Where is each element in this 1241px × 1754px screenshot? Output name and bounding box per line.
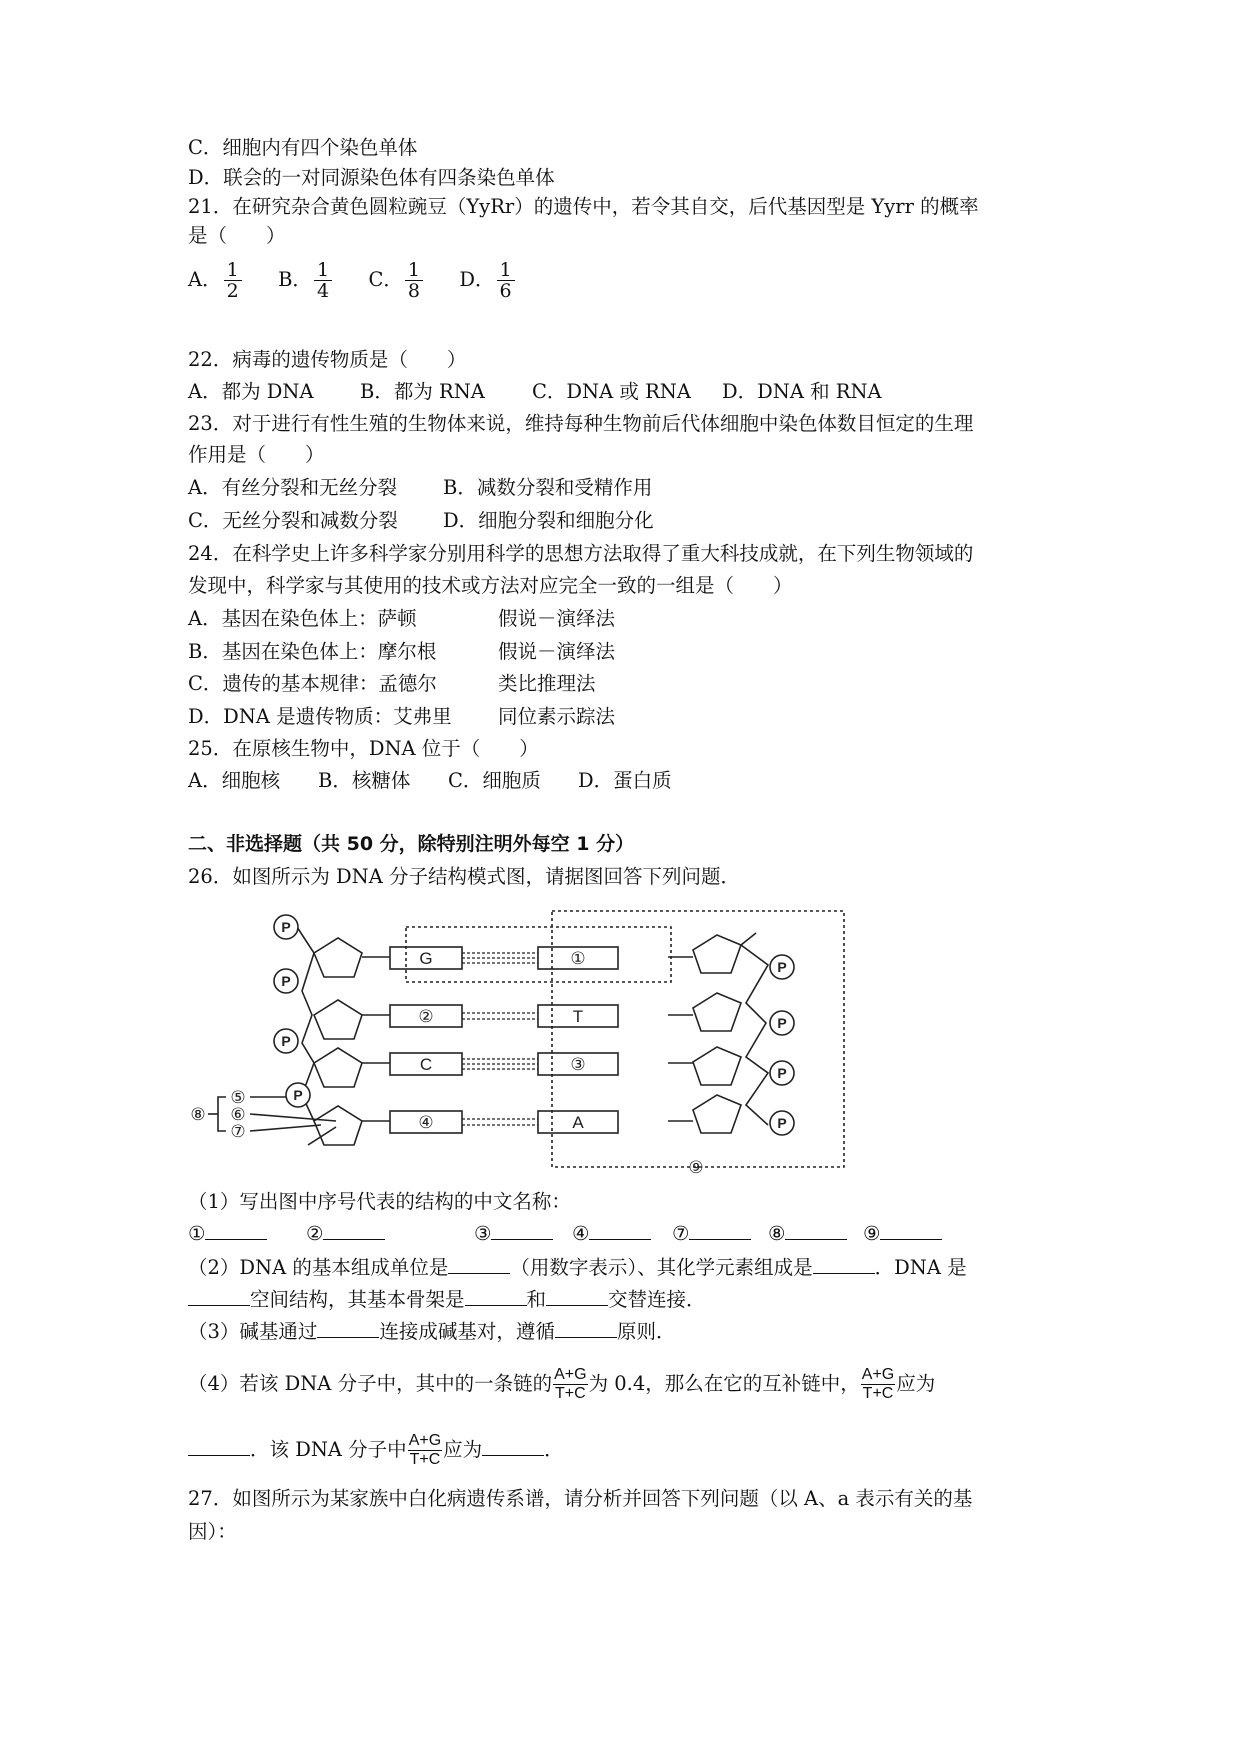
callout-5: ⑤ <box>230 1088 246 1107</box>
q21-option-b: B． $\frac{1}{4}$ <box>278 258 334 302</box>
pentose-sugar <box>693 935 741 973</box>
q26-part2-line1: （2）DNA 的基本组成单位是 （用数字表示）、其化学元素组成是 ．DNA 是 <box>188 1256 967 1279</box>
q23-stem-line1: 23．对于进行有性生殖的生物体来说，维持每种生物前后代体细胞中染色体数目恒定的生理 <box>188 412 974 435</box>
pentose-sugar <box>693 1047 741 1085</box>
q26-part4-line2: ．该 DNA 分子中 $\frac{A+G}{T+C}$ 应为 ． <box>188 1428 564 1472</box>
phosphate-label: P <box>281 1033 291 1049</box>
blank-8[interactable]: ⑧ <box>768 1220 863 1248</box>
q26-part1-prompt: （1）写出图中序号代表的结构的中文名称： <box>188 1190 571 1213</box>
ratio-fraction: $\frac{A+G}{T+C}$ <box>408 1432 442 1468</box>
phosphate-label: P <box>281 919 291 935</box>
q21-option-a: A． $\frac{1}{2}$ <box>188 258 244 302</box>
base-label: A <box>572 1113 584 1132</box>
callout-6: ⑥ <box>230 1105 246 1124</box>
base-label: ② <box>418 1007 434 1026</box>
pentose-sugar <box>314 1106 362 1145</box>
answer-blank[interactable] <box>482 1437 544 1456</box>
q26-part4-line1: （4）若该 DNA 分子中，其中的一条链的 $\frac{A+G}{T+C}$ 为 0.4，那么在它的互补链中， $\frac{A+G}{T+C}$ 应为 <box>188 1366 936 1402</box>
base-label: ① <box>570 949 586 968</box>
callout-8: ⑧ <box>190 1105 206 1124</box>
right-backbone <box>741 945 768 1125</box>
answer-blank[interactable] <box>555 1319 617 1338</box>
blank-9[interactable]: ⑨ <box>863 1220 942 1248</box>
pentose-sugar <box>314 938 362 977</box>
phosphate-groups <box>274 915 794 1135</box>
hydrogen-bonds <box>462 953 538 1125</box>
answer-blank[interactable] <box>317 1319 379 1338</box>
q22-option-a: A．都为 DNA <box>188 380 314 403</box>
pentose-sugar <box>314 1000 362 1039</box>
q24-stem-line2: 发现中，科学家与其使用的技术或方法对应完全一致的一组是（ ） <box>188 574 793 597</box>
q27-stem-line1: 27．如图所示为某家族中白化病遗传系谱，请分析并回答下列问题（以 A、a 表示有关的基 <box>188 1487 973 1510</box>
q23-options-row2 <box>188 507 654 535</box>
q21-option-d: D． $\frac{1}{6}$ <box>459 258 516 302</box>
blank-4[interactable]: ④ <box>572 1220 672 1248</box>
blank-3[interactable]: ③ <box>474 1220 572 1248</box>
q24-option-b: B．基因在染色体上：摩尔根 假说－演绎法 <box>188 640 616 663</box>
q21-stem-line1: 21．在研究杂合黄色圆粒豌豆（YyRr）的遗传中，若令其自交，后代基因型是 Yyrr 的概率 <box>188 195 979 218</box>
phosphate-label: P <box>293 1087 303 1103</box>
blank-2[interactable]: ② <box>306 1220 474 1248</box>
q24-option-a: A．基因在染色体上：萨顿 假说－演绎法 <box>188 607 616 630</box>
q26-part3: （3）碱基通过 连接成碱基对，遵循 原则． <box>188 1320 676 1343</box>
q25-option-c: C．细胞质 <box>448 769 541 792</box>
q27-stem-line2: 因）： <box>188 1520 237 1543</box>
q20-option-d: D．联会的一对同源染色体有四条染色单体 <box>188 166 555 189</box>
section-heading: 二、非选择题（共 50 分，除特别注明外每空 1 分） <box>188 833 635 855</box>
q25-option-d: D．蛋白质 <box>578 769 672 792</box>
q25-option-b: B．核糖体 <box>318 769 411 792</box>
q26-part1-blanks <box>188 1220 942 1248</box>
answer-blank[interactable] <box>188 1437 250 1456</box>
base-label: C <box>419 1055 433 1074</box>
blank-7[interactable]: ⑦ <box>672 1220 768 1248</box>
ratio-fraction: $\frac{A+G}{T+C}$ <box>861 1366 895 1402</box>
q22-stem: 22．病毒的遗传物质是（ ） <box>188 348 467 371</box>
q23-options-row1 <box>188 474 652 502</box>
q21-option-c: C． $\frac{1}{8}$ <box>368 258 425 302</box>
phosphate-label: P <box>777 959 787 975</box>
pentose-sugar <box>693 993 741 1031</box>
dna-structure-diagram <box>186 905 856 1177</box>
base-label: G <box>419 949 433 968</box>
q23-option-b: B．减数分裂和受精作用 <box>443 476 653 499</box>
q22-option-d: D．DNA 和 RNA <box>722 380 882 403</box>
q23-option-c: C．无丝分裂和减数分裂 <box>188 509 398 532</box>
q20-option-c: C．细胞内有四个染色单体 <box>188 136 418 159</box>
q23-option-a: A．有丝分裂和无丝分裂 <box>188 476 398 499</box>
answer-blank[interactable] <box>465 1287 527 1306</box>
q25-options <box>188 767 672 795</box>
q23-stem-line2: 作用是（ ） <box>188 443 325 466</box>
answer-blank[interactable] <box>188 1287 250 1306</box>
q24-option-c: C．遗传的基本规律：孟德尔 类比推理法 <box>188 672 596 695</box>
phosphate-label: P <box>777 1115 787 1131</box>
pentose-sugar <box>314 1048 362 1087</box>
base-label: T <box>572 1007 584 1026</box>
q26-part2-line2: 空间结构，其基本骨架是 和 交替连接． <box>188 1286 706 1314</box>
phosphate-label: P <box>777 1015 787 1031</box>
answer-blank[interactable] <box>546 1287 608 1306</box>
q22-option-c: C．DNA 或 RNA <box>532 380 691 403</box>
base-label: ④ <box>418 1113 434 1132</box>
nucleotide-callouts <box>208 1097 336 1145</box>
q25-option-a: A．细胞核 <box>188 769 281 792</box>
base-label: ③ <box>570 1055 586 1074</box>
q22-option-b: B．都为 RNA <box>360 380 485 403</box>
phosphate-label: P <box>281 973 291 989</box>
answer-blank[interactable] <box>813 1255 875 1274</box>
q23-option-d: D．细胞分裂和细胞分化 <box>443 509 654 532</box>
callout-7: ⑦ <box>230 1122 246 1141</box>
q24-stem-line1: 24．在科学史上许多科学家分别用科学的思想方法取得了重大科技成就，在下列生物领域的 <box>188 542 974 565</box>
ratio-fraction: $\frac{A+G}{T+C}$ <box>554 1366 587 1402</box>
q25-stem: 25．在原核生物中，DNA 位于（ ） <box>188 737 539 760</box>
q22-options <box>188 378 882 406</box>
q26-stem: 26．如图所示为 DNA 分子结构模式图，请据图回答下列问题． <box>188 865 740 888</box>
answer-blank[interactable] <box>448 1255 510 1274</box>
q24-option-d: D．DNA 是遗传物质：艾弗里 同位素示踪法 <box>188 705 616 728</box>
blank-1[interactable]: ① <box>188 1220 306 1248</box>
callout-9: ⑨ <box>688 1158 704 1177</box>
strand-box-9 <box>552 911 844 1167</box>
q21-stem-line2: 是（ ） <box>188 224 286 247</box>
phosphate-label: P <box>777 1065 787 1081</box>
q21-options <box>188 258 517 302</box>
pentose-sugar <box>693 1095 741 1133</box>
